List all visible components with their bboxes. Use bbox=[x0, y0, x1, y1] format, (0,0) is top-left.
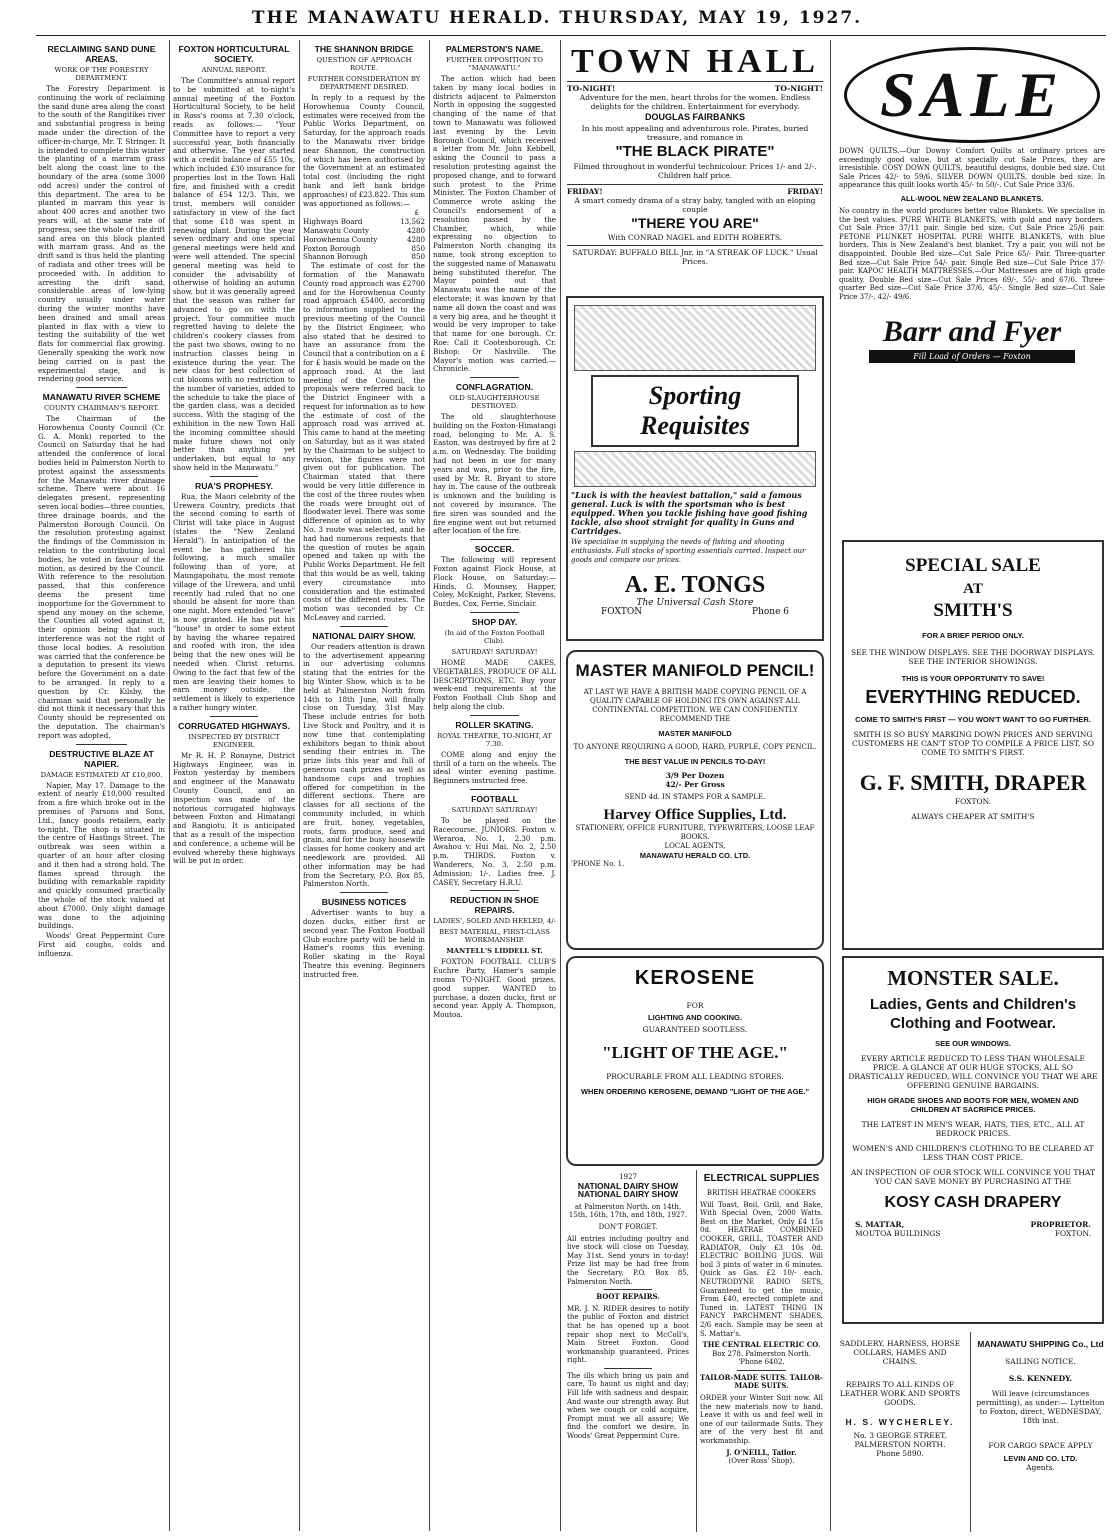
apportion-body: Foxton Borough bbox=[303, 243, 361, 253]
divider bbox=[604, 1289, 653, 1290]
article-subhead: ROYAL THEATRE, TO-NIGHT, AT 7.30. bbox=[437, 731, 552, 748]
ad-name: LEVIN AND CO. LTD. bbox=[1003, 1454, 1078, 1463]
article-subhead: SATURDAY! SATURDAY! bbox=[451, 806, 538, 814]
apportion-body: Manawatu County bbox=[303, 225, 369, 235]
divider bbox=[340, 892, 389, 893]
ad-text: at Palmerston North. on 14th, 15th, 16th, 17th, and 18th, 1927. bbox=[568, 1202, 688, 1220]
ad-text: THE BEST VALUE IN PENCILS TO-DAY! bbox=[624, 757, 766, 766]
apportion-amount: 4280 bbox=[406, 225, 425, 235]
article-subhead: OLD SLAUGHTERHOUSE DESTROYED. bbox=[449, 394, 540, 411]
ad-text: FOR CARGO SPACE APPLY bbox=[988, 1441, 1093, 1450]
ad-logo: Barr and Fyer bbox=[882, 314, 1062, 348]
article-body: The action which had been taken by many local bodies in districts adjacent to Palmerston North in opposing the suggested changing of the name of that town to Manawatu was followed last evening by the Levin Borough Council, which received a letter from Mr. John Kebbell, asking the Council to pass a resolution protesting against the proposed change, and to forward such protest to the Prime Minister. The Foxton Chamber of Commerce wrote asking the Council's endorsement of a resolution passed by the Chamber, which, while expressing no objection to Palmerston North changing its name, took strong exception to the suggested name of Manawatu being substituted therefor. The Mayor pointed out that Manawatu was the name of the electorate; it was known by that name all down the coast and was a very big area, and he thought it would be very improper to take that name for one borough. Cr. Roe: Call it Cootesborough. Cr. Bishop: Or Nashville. The Mayor's motion was carried.—Chronicle. bbox=[433, 74, 556, 374]
ad-text: AN INSPECTION OF OUR STOCK WILL CONVINCE YOU THAT YOU CAN SAVE MONEY BY PURCHASING AT THE bbox=[851, 1168, 1095, 1186]
ad-text: ALWAYS CHEAPER AT SMITH'S bbox=[911, 812, 1035, 821]
ad-title: ELECTRICAL SUPPLIES bbox=[703, 1173, 820, 1184]
ad-text: MASTER MANIFOLD bbox=[658, 729, 732, 738]
article-body: Napier, May 17. Damage to the extent of nearly £10,000 resulted from a fire which broke out in the premises of Parsons and Sons, Ltd., fancy goods retailers, early to-night. The shop is situated in the centre of Hastings Street. The outbreak was seen within a quarter of an hour after closing and it then had a strong hold. The flames spread through the building with remarkable rapidity and quickly consumed practically the whole of the stock valued at about £7000. Only slight damage was done to the adjoining buildings. bbox=[38, 780, 165, 931]
ad-text: BRITISH HEATRAE COOKERS bbox=[706, 1189, 817, 1197]
article-headline: MANAWATU RIVER SCHEME bbox=[42, 392, 161, 403]
ad-text: FRIDAY! bbox=[567, 187, 603, 196]
ad-text: We specialise in supplying the needs of fishing and shooting enthusiasts. Full stocks of sporting essentials carried. Inspect our goods and compare our prices. bbox=[571, 538, 806, 564]
ad-text: A smart comedy drama of a stray baby, tangled with an eloping couple bbox=[574, 196, 816, 214]
ad-text: S. MATTAR, bbox=[855, 1220, 905, 1229]
article-body: The estimate of cost for the formation of the Manawatu County road approach was £2700 and for the Horowhenua County road approach £5400, according to information supplied to the previous meeting of the Council by the District Engineer, who also stated that he desired to have an assurance from the Council that a contribution on a £ for £ basis would be made on the approach road. At the last meeting of the Council, the proposals were referred back to the District Engineer with a request for information as to how the estimate of cost of the approach road was arrived at. This came to hand at the meeting on Saturday, but as it was stated by the Chairman to be subject to revision, the figures were not given out for publication. The Chairman stated that there would be very little difference in the cost of the three routes when the roads were brought out of floodwater level. There was some difference of opinion as to why No. 3 route was selected, and he had had numerous requests that the question of routes be again opened and taken up with the Public Works Department. He felt that this would be as well, taking every circumstance into consideration and the estimated costs of the different routes. The motion was seconded by Cr. McLeavey and carried. bbox=[303, 261, 425, 623]
apportion-amount: 850 bbox=[411, 252, 425, 262]
column-rule bbox=[560, 40, 561, 1531]
ad-text: HIGH GRADE SHOES AND BOOTS FOR MEN, WOMEN AND CHILDREN AT SACRIFICE PRICES. bbox=[867, 1096, 1079, 1114]
article-headline: CORRUGATED HIGHWAYS. bbox=[178, 720, 290, 731]
barr-fyer-sale-ad bbox=[836, 40, 1108, 530]
ad-text: MOUTOA BUILDINGS bbox=[855, 1229, 941, 1238]
ad-title: KEROSENE bbox=[634, 967, 756, 989]
article-body: Rua, the Maori celebrity of the Urewera Country, predicts that the second coming to earth of Christ will take place in August (states the "New Zealand Herald"). In anticipation of the event he has gathered his following, a much smaller following than of yore, at Maungapohatu, the most remote village of the Urewera, and until recently had ruled that no one should be absent for more than one night. More extended "leave" is now granted. He has put his "house" in order to some extent by having the wharee repaired and roofed with iron, the idea being that the new ones will be needed when Christ returns. Owing to the fact that few of the men are leaving their homes to earn money outside, the settlement is likely to experience a rather hungry winter. bbox=[173, 491, 295, 712]
ad-text: No country in the world produces better value Blankets. We specialise in the best values. PURE WHITE BLANKETS, with gold and navy borders. Cut Sale Price 37/11 pair. Single bed size, Cut Sale Price 25/6 pair. PETONE PLUNKET HOSPITAL PURE WHITE BLANKETS, with blue borders. This is New Zealand's best blanket. Try a pair, you will not be disappointed. Double Bed size—Cut Sale Price 65/- Pair. Three-quarter Bed size—Cut Sale Price 54/- pair. Single Bed size—Cut Sale Price 37/- pair. KAPOC HEALTH MATTRESSES.—Our Mattresses are of high grade quality. Double Bed size—Cut Sale Prices 69/-, 55/- and 67/6. Three-quarter Bed size—Cut Sale Price 37/6, 45/-. Single Bed size—Cut Sale Price 37/-, 42/- 49/6. bbox=[839, 206, 1105, 301]
ad-title: NATIONAL DAIRY SHOW bbox=[577, 1189, 679, 1200]
article-headline: FOOTBALL bbox=[471, 794, 518, 804]
article-headline: RECLAIMING SAND DUNE AREAS. bbox=[47, 44, 156, 64]
column-4 bbox=[433, 40, 556, 1531]
ad-text: DOWN QUILTS.—Our Downy Comfort Quilts at ordinary prices are exceedingly good value, but at specially cut Sale Prices, they are irresistible. COSY DOWN QUILTS, beautiful designs, double bed size. Cut Sale Prices 42/- to 59/6. SILVER DOWN QUILTS, double bed size. In appearance this quilt looks worth 45/- to 50/-. Cut Sale Price 33/6. bbox=[839, 147, 1105, 190]
divider bbox=[470, 789, 519, 790]
ad-title: SALE bbox=[879, 59, 1065, 130]
apportion-table bbox=[303, 218, 425, 262]
ad-title: MONSTER SALE. bbox=[887, 966, 1059, 990]
article-body: Our readers attention is drawn to the advertisement appearing in our advertising columns stating that the entries for the big Winter Show, which is to be held at Palmerston North from 14th to 18th June, will finally close on Tuesday, 31st May. These include entries for both Live Stock and Poultry, and it is now time that contemplating exhibitors began to think about sending their entries in. The prize lists this year and full of generous cash prizes as well as handsome cups and trophies offered for competition in the different sections. There are classes for all sections of the community included, in which are fruit, honey, vegetables, roots, farm produce, seed and grain, and for the busy housewife classes for home cookery and art needlework are provided. All other information may be had from the Secretary, P.O. Box 85, Palmerston North. bbox=[303, 641, 425, 889]
column-2 bbox=[173, 40, 295, 1531]
article-headline: REDUCTION IN SHOE REPAIRS. bbox=[450, 895, 539, 916]
divider bbox=[470, 612, 519, 613]
ad-text: ORDER your Winter Suit now. All the new materials now to hand. Leave it with us and feel well in one of our tailormade Suits. They are of the very best fit and workmanship. bbox=[700, 1394, 823, 1446]
ad-title: BOOT REPAIRS. bbox=[596, 1292, 660, 1302]
monster-sale-ad bbox=[842, 956, 1104, 1324]
article-headline: SHOP DAY. bbox=[471, 617, 518, 628]
ad-text: No. 3 GEORGE STREET, PALMERSTON NORTH. bbox=[853, 1431, 947, 1449]
article-subhead: BEST MATERIAL, FIRST-CLASS WORKMANSHIP. bbox=[439, 928, 550, 945]
saddlery-ad bbox=[832, 1332, 968, 1532]
article-subhead: ANNUAL REPORT. bbox=[201, 66, 267, 74]
masthead-rule bbox=[36, 35, 1106, 36]
article-headline: FOXTON HORTICULTURAL SOCIETY. bbox=[178, 44, 290, 64]
ad-star: DOUGLAS FAIRBANKS bbox=[644, 112, 745, 122]
article-subhead: DAMAGE ESTIMATED AT £10,000. bbox=[40, 770, 163, 779]
divider bbox=[737, 1370, 786, 1371]
column-rule bbox=[169, 40, 170, 1531]
ad-text: SEE THE WINDOW DISPLAYS. SEE THE DOORWAY DISPLAYS. SEE THE INTERIOR SHOWINGS. bbox=[850, 648, 1096, 666]
ad-text: AT LAST WE HAVE A BRITISH MADE COPYING PENCIL OF A QUALITY CAPABLE OF HOLDING ITS OWN AGAINST ALL CONTINENTAL COMPETITION. WE CAN CONFIDENTLY RECOMMEND THE bbox=[583, 688, 807, 723]
article-body: Advertiser wants to buy a dozen ducks, either first or second year. The Foxton Football Club euchre party will be held in Hamer's rooms this evening. Roller skating in the Royal Theatre this evening. Beginners instructed free. bbox=[303, 908, 425, 979]
ad-text: S.S. KENNEDY. bbox=[1008, 1374, 1073, 1383]
ad-name: A. E. TONGS bbox=[624, 572, 766, 598]
article-body: The old slaughterhouse building on the Foxton-Himatangi road, belonging to Mr. A. S. Easton, was destroyed by fire at 2 a.m. on Wednesday. The building had not been in use for many years and was, prior to the fire, used by Mr. R. Bryant to store hay in. The cause of the outbreak is unknown and the building is not covered by insurance. The fire siren was sounded and the fire engine went out but returned after location of the fire. bbox=[433, 412, 556, 536]
ad-title: AT bbox=[963, 581, 983, 597]
ad-text: Phone 5890. bbox=[876, 1449, 924, 1458]
ad-title: MANAWATU SHIPPING Co., Ltd bbox=[977, 1339, 1104, 1349]
apportion-body: Horowhenua County bbox=[303, 234, 378, 244]
divider bbox=[340, 626, 389, 627]
article-body: The Committee's annual report to be submitted at to-night's annual meeting of the Foxton Horticultural Society, to be held in Ross's rooms at 7.30 o'clock, reads as follows:— "Your Committee have to report a very successful year, both financially and otherwise. The year started with a credit balance of £55 10s, which included £30 insurance for properties lost in the Town Hall fire, and finished with a credit balance of £54 12/3. This, we trust, members will consider satisfactory in view of the fact that some £18 was spent in renewing plant. During the year seven ordinary and one special general meetings were held and were well attended. The special general meeting was held to consider the advisability of otherwise of holding an autumn show, but it was generally agreed that the season was rather far advanced to go on with the project. Your committee much regretted having to delete the children's cookery classes from the past two shows, owing to no instruction classes being in existence during the year. The new class for best collection of cut blooms with no restriction to the number of varieties, added to the schedule to take the place of the garden class, was a decided success. With the staging of the exhibition in the new Town Hall the incoming committee should make future shows not only better than anything yet undertaken, but equal to any show held in the Manawatu." bbox=[173, 76, 295, 473]
divider bbox=[470, 539, 519, 540]
article-subhead: SATURDAY! SATURDAY! bbox=[451, 648, 538, 657]
smiths-special-sale-ad bbox=[842, 540, 1104, 950]
ad-text: Box 278. Palmerston North. 'Phone 6402. bbox=[712, 1349, 811, 1367]
ad-title: ALL-WOOL NEW ZEALAND BLANKETS. bbox=[900, 193, 1044, 203]
ad-text: FOXTON bbox=[601, 607, 643, 617]
ad-name: KOSY CASH DRAPERY bbox=[884, 1194, 1062, 1211]
sporting-requisites-ad bbox=[566, 296, 824, 641]
electrical-supplies-ad bbox=[696, 1170, 826, 1532]
article-subhead: MANTELL'S LIDDELL ST. bbox=[446, 947, 543, 956]
ad-text: REPAIRS TO ALL KINDS OF LEATHER WORK AND SPORTS GOODS. bbox=[839, 1380, 961, 1407]
ad-text: COME TO SMITH'S FIRST — YOU WON'T WANT TO GO FURTHER. bbox=[855, 715, 1091, 724]
ad-text: Will leave (circumstances permitting), as under:— Lyttelton to Foxton, direct, WEDNESDAY, 18th inst. bbox=[976, 1389, 1105, 1425]
ad-title: NATIONAL DAIRY SHOW bbox=[577, 1180, 679, 1191]
ad-title: SMITH'S bbox=[933, 600, 1013, 621]
divider bbox=[210, 716, 259, 717]
article-body: To be played on the Racecourse. JUNIORS. Foxton v. Weraroa, No. 1, 2.30 p.m. Awahou v. Hui Mai, No. 2, 2.50 p.m. THIRDS. Foxton v. Wanderers, No. 3, 2.50 p.m. Admission: 1/-. Ladies free. J. CASEY, Secretary H.R.U. bbox=[433, 816, 556, 887]
divider bbox=[470, 715, 519, 716]
ad-text: WHEN ORDERING KEROSENE, DEMAND "LIGHT OF THE AGE." bbox=[580, 1087, 810, 1096]
ad-title: Sporting Requisites bbox=[591, 375, 799, 447]
table-currency: £ bbox=[414, 208, 419, 218]
column-rule bbox=[299, 40, 300, 1531]
article-subhead: QUESTION OF APPROACH ROUTE. bbox=[316, 56, 412, 72]
ad-text: LIGHTING AND COOKING. bbox=[648, 1013, 742, 1022]
ad-text: EVERY ARTICLE REDUCED TO LESS THAN WHOLESALE PRICE. A GLANCE AT OUR HUGE STOCKS, ALL SO DRASTICALLY REDUCED, WILL CONVINCE YOU THAT WE ARE OFFERING GENUINE BARGAINS. bbox=[848, 1054, 1098, 1090]
column-1 bbox=[38, 40, 165, 1531]
article-headline: DESTRUCTIVE BLAZE AT NAPIER. bbox=[49, 748, 154, 769]
ad-subtitle: Ladies, Gents and Children's Clothing and Footwear. bbox=[869, 996, 1077, 1032]
ad-title: SPECIAL SALE bbox=[905, 555, 1041, 576]
ad-text: WOMEN'S AND CHILDREN'S CLOTHING TO BE CLEARED AT LESS THAN COST PRICE. bbox=[852, 1144, 1094, 1162]
dairy-show-ad bbox=[564, 1170, 692, 1532]
ad-title: TAILOR-MADE SUITS. TAILOR-MADE SUITS. bbox=[700, 1372, 823, 1391]
ad-name: G. F. SMITH, DRAPER bbox=[859, 770, 1087, 795]
ad-text: Will Toast, Boil, Grill, and Bake, With Special Oven, 2000 Watts. Best on the Market, Only £4 15s 0d. HEATRAE COMBINED COOKER, GRILL, TOASTER AND RADIATOR, Only £3 10s 0d. ELECTRIC BOILING JUGS. Will boil 3 pints of water in 6 minutes. Quick as Gas. £2 10/- each. NEUTRODYNE RADIO SETS, Guaranteed to get the music, From £40, erected complete and Tuned in. LATEST THING IN FANCY PARCHMENT SHADES, 2/6 each. Sample may be seen at S. Mattar's. bbox=[700, 1200, 823, 1338]
ad-text: SEE OUR WINDOWS. bbox=[935, 1039, 1011, 1048]
article-subhead: INSPECTED BY DISTRICT ENGINEER. bbox=[188, 732, 280, 749]
ad-text: With CONRAD NAGEL and EDITH ROBERTS. bbox=[607, 233, 783, 242]
article-headline: PALMERSTON'S NAME. bbox=[445, 44, 544, 54]
ad-text: THE LATEST IN MEN'S WEAR, HATS, TIES, ETC., ALL AT BEDROCK PRICES. bbox=[861, 1120, 1085, 1138]
ad-text: FOR bbox=[686, 1001, 704, 1010]
ad-text: SATURDAY: BUFFALO BILL Jnr. in "A STREAK OF LUCK." Usual Prices. bbox=[567, 245, 823, 266]
ad-text: PROCURABLE FROM ALL LEADING STORES. bbox=[606, 1072, 784, 1081]
apportion-amount: 850 bbox=[411, 243, 425, 253]
shipping-notice-ad bbox=[970, 1332, 1110, 1532]
ad-text: Filmed throughout in wonderful technicolour. Prices 1/- and 2/-. Children half price. bbox=[573, 162, 817, 180]
ad-name: THE CENTRAL ELECTRIC CO. bbox=[702, 1340, 821, 1350]
ad-text: THIS IS YOUR OPPORTUNITY TO SAVE! bbox=[901, 674, 1045, 683]
divider bbox=[76, 744, 127, 745]
ad-title: TOWN HALL bbox=[571, 43, 819, 80]
apportion-body: Shannon Borough bbox=[303, 252, 368, 262]
ad-text: FRIDAY! bbox=[787, 187, 823, 196]
masthead: THE MANAWATU HERALD. THURSDAY, MAY 19, 1927. bbox=[251, 8, 863, 28]
ad-text: FOR A BRIEF PERIOD ONLY. bbox=[922, 631, 1024, 640]
kerosene-ad bbox=[566, 956, 824, 1166]
ad-text: Adventure for the men, heart throbs for the women. Endless delights for the children. Entertainment for everybody. bbox=[579, 93, 811, 111]
article-subhead: WORK OF THE FORESTRY DEPARTMENT. bbox=[54, 66, 149, 82]
ad-name: Harvey Office Supplies, Ltd. bbox=[603, 807, 787, 823]
ad-text: "Luck is with the heaviest battalion," said a famous general. Luck is with the sportsman who is best equipped. When you tackle fishing have good fishing tackle, also shoot straight for quality in Guns and Cartridges. bbox=[571, 490, 808, 536]
ad-text: DON'T FORGET. bbox=[598, 1222, 658, 1231]
article-subhead: (In aid of the Foxton Football Club). bbox=[444, 629, 545, 646]
divider bbox=[470, 377, 519, 378]
ad-text: PROPRIETOR. bbox=[1030, 1220, 1091, 1229]
ad-name: H. S. WYCHERLEY. bbox=[845, 1417, 955, 1427]
article-headline: SOCCER. bbox=[474, 544, 515, 555]
ad-text: 'PHONE No. 1. bbox=[571, 860, 625, 868]
column-rule bbox=[429, 40, 430, 1531]
ad-text: SMITH IS SO BUSY MARKING DOWN PRICES AND SERVING CUSTOMERS HE CAN'T STOP TO COMPILE A PRICE LIST, SO COME TO SMITH'S FIRST. bbox=[852, 730, 1094, 757]
divider bbox=[76, 387, 127, 388]
ad-text: Agents. bbox=[1026, 1463, 1055, 1472]
ad-text: LOCAL AGENTS, bbox=[664, 842, 726, 850]
ad-title: MASTER MANIFOLD PENCIL! bbox=[575, 661, 815, 680]
divider bbox=[604, 1368, 653, 1369]
ad-slogan: EVERYTHING REDUCED. bbox=[865, 687, 1081, 707]
apportion-amount: 4280 bbox=[406, 234, 425, 244]
column-3 bbox=[303, 40, 425, 1531]
article-body: The following will represent Foxton against Flock House, at Flock House, on Saturday:— Hinds, G. Mounsey, Happer, Coley, McKnight, Parker, Stevens, Burdes, Cox, Ferrie, Sinclair. bbox=[433, 555, 556, 609]
ad-text: The Universal Cash Store bbox=[636, 598, 754, 608]
ad-text: Fill Load of Orders — Foxton bbox=[869, 350, 1075, 363]
article-subhead: FURTHER CONSIDERATION BY DEPARTMENT DESIRED. bbox=[307, 75, 421, 91]
article-subhead: LADIES', SOLED AND HEELED, 4/- bbox=[433, 917, 556, 926]
ad-film: "THE BLACK PIRATE" bbox=[615, 143, 775, 160]
divider bbox=[210, 476, 259, 477]
apportion-amount: 13,562 bbox=[400, 217, 425, 227]
master-manifold-pencil-ad bbox=[566, 650, 824, 950]
article-body: The Chairman of the Horowhenua County Council (Cr. G. A. Monk) reported to the Council on Saturday that he had attended the conference of local bodies held in Palmerston North to protest against the assessments for the Manawatu river drainage scheme. There were about 16 delegates present, representing seven local bodies—three counties, three drainage boards, and the Palmerston Borough Council. On the resolution protesting against the findings of the Commission in relation to the contributing local bodies, he voted in favour of the motion, as desired by the Council. With reference to the resolution passed, that this conference deems the present time inopportune for the Government to spend any money on the scheme, the Counties all voted against it, their opinion being that such interference was not the right of those local bodies. A resolution was carried that the conference be a deputation to present its views before the Government on a date to be arranged. In reply to a question by Cr. Kilsby, the chairman said that personally he did not think it necessary that this County should be represented on the deputation. The chairman's report was adopted. bbox=[38, 414, 165, 740]
ad-price: 3/9 Per Dozen bbox=[665, 771, 725, 780]
ad-text: In his most appealing and adventurous role. Pirates, buried treasure, and romance in bbox=[581, 124, 809, 142]
article-body: FOXTON FOOTBALL CLUB'S Euchre Party, Hamer's sample rooms TO-NIGHT. Good prizes, good supper. WANTED to purchase, a dozen ducks, first or second year. Apply A. Thompson, Moutoa. bbox=[433, 957, 556, 1020]
ad-text: STATIONERY, OFFICE FURNITURE, TYPEWRITERS, LOOSE LEAF BOOKS. bbox=[575, 824, 815, 841]
article-headline: CONFLAGRATION. bbox=[455, 382, 534, 393]
sale-banner bbox=[844, 47, 1100, 143]
ad-price: 42/- Per Gross bbox=[665, 780, 725, 789]
article-body: HOME MADE CAKES, VEGETABLES, PRODUCE OF ALL DESCRIPTIONS, ETC. Buy your week-end requirements at the Foxton Football Club Shop and help along the club. bbox=[433, 658, 556, 712]
ad-name: J. O'NEILL, Tailor. bbox=[726, 1447, 797, 1457]
ad-text: MR. J. N. RIDER desires to notify the public of Foxton and district that he has opened up a boot repair shop next to McColl's, Main Street Foxton. Good workmanship guaranteed. Prices right. bbox=[567, 1304, 689, 1365]
column-rule bbox=[830, 40, 831, 1531]
town-hall-ad bbox=[564, 40, 826, 292]
ad-text: SADDLERY, HARNESS, HORSE COLLARS, HAMES AND CHAINS. bbox=[839, 1339, 961, 1366]
article-headline: BUSINESS NOTICES bbox=[321, 897, 407, 908]
divider bbox=[470, 890, 519, 891]
ad-text: TO-NIGHT! bbox=[774, 84, 823, 93]
ad-slogan: "LIGHT OF THE AGE." bbox=[602, 1043, 788, 1062]
ad-text: TO-NIGHT! bbox=[567, 84, 616, 93]
hunter-illustration bbox=[574, 305, 816, 371]
ad-text: TO ANYONE REQUIRING A GOOD, HARD, PURPLE, COPY PENCIL. bbox=[573, 743, 817, 751]
article-body: Woods' Great Peppermint Cure First aid coughs, colds and influenza. bbox=[38, 931, 165, 958]
fishing-illustration bbox=[574, 451, 816, 487]
article-subhead: FURTHER OPPOSITION TO "MANAWATU." bbox=[446, 56, 543, 72]
ad-text: The ills which bring us pain and care, To haunt us night and day; Fill life with sadness and despair, And waste our strength away. But when we cough or cold acquire, Prompt must we all assure; We find the comfort we desire, In Woods' Great Peppermint Cure. bbox=[567, 1371, 689, 1441]
ad-text: GUARANTEED SOOTLESS. bbox=[642, 1025, 748, 1034]
article-body: COME along and enjoy the thrill of a turn on the wheels. The ideal winter evening pastime. Beginners instructed free. bbox=[433, 749, 556, 786]
ad-film: "THERE YOU ARE" bbox=[631, 215, 759, 231]
ad-text: SAILING NOTICE. bbox=[1005, 1357, 1076, 1366]
ad-text: 1927 bbox=[619, 1173, 637, 1181]
ad-text: MANAWATU HERALD CO. LTD. bbox=[639, 851, 751, 860]
ad-text: Phone 6 bbox=[752, 607, 789, 617]
ad-text: (Over Ross' Shop). bbox=[728, 1457, 795, 1466]
ad-text: FOXTON. bbox=[954, 797, 992, 806]
ad-text: All entries including poultry and live stock will close on Tuesday, May 31st. Send yours in to-day! Prize list may be had free from the Secretary, P.O. Box 85, Palmerston North. bbox=[567, 1234, 689, 1286]
article-headline: ROLLER SKATING. bbox=[455, 719, 534, 730]
ad-text: FOXTON. bbox=[1054, 1229, 1091, 1238]
article-headline: NATIONAL DAIRY SHOW. bbox=[312, 630, 416, 641]
ad-text: SEND 4d. IN STAMPS FOR A SAMPLE. bbox=[624, 793, 766, 801]
article-body: In reply to a request by the Horowhenua County Council, estimates were received from the Public Works Department, on Saturday, for the approach roads to the Manawatu river bridge near Shannon, the construction of which has been authorised by the Government at an estimated total cost (including the right bank and left bank bridge approaches) of £23,822. This sum was apportioned as follows:— bbox=[303, 93, 425, 208]
article-headline: RUA'S PROPHESY. bbox=[195, 480, 273, 491]
article-body: Mr R. H. P. Ronayne, District Highways Engineer, was in Foxton yesterday by members and engineer of the Manawatu County Council, and an inspection was made of the notorious corrugated highways between Foxton and Himatangi and Rangiotu. It is anticipated that as a result of the inspection and conference, a scheme will be evolved whereby these highways will be put in order. bbox=[173, 750, 295, 866]
article-subhead: COUNTY CHAIRMAN'S REPORT. bbox=[44, 404, 159, 413]
article-body: The Forestry Department is continuing the work of reclaiming the sand dune area along the coast to the south of the Rangitikei river and substantial progress is being made under the direction of the officer-in-charge, Mr. T. Stringer. It is intended to complete this winter the planting of a marram grass belt along the coast line to the boundary of the area (some 3000 odd acres) under the control of this department. The area to be planted in marram this year is about 400 acres and another two years will, at the same rate of progress, see the whole of the drift sand area on this block planted with marram grass. And as the drift sand is thus held the planting of radiata and other trees will be proceeded with. In addition to arresting the drift sand, considerable areas of low-lying country usually under water during the winter months have been drained and small areas planted in flax with a view to testing the suitability of the wet flats for commercial flax growing. Generally speaking the work now being carried on is past the experimental stage, and is rendering good service. bbox=[38, 84, 165, 384]
article-headline: THE SHANNON BRIDGE bbox=[314, 44, 414, 54]
apportion-body: Highways Board bbox=[303, 217, 363, 227]
